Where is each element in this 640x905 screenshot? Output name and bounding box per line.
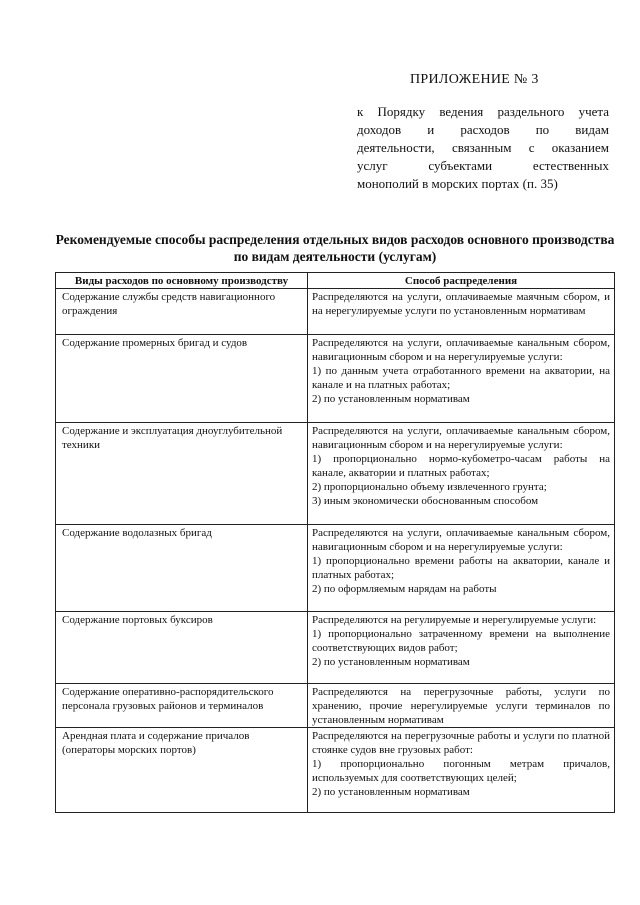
allocation-method-cell — [308, 335, 615, 423]
method-line: 1) пропорционально времени работы на акватории, канале и платных работах; — [312, 555, 610, 581]
method-line: Распределяются на регулируемые и нерегулируемые услуги: — [312, 614, 597, 626]
method-line: Распределяются на перегрузочные работы и услуги по платной стоянке судов вне грузовых работ: — [312, 730, 610, 756]
method-line: 2) по установленным нормативам — [312, 786, 470, 798]
table-header-row — [56, 273, 615, 289]
table-row — [56, 684, 615, 728]
cost-kind-cell: Содержание водолазных бригад — [56, 525, 308, 612]
method-line: 1) по данным учета отработанного времени на акватории, на канале и на платных работах; — [312, 365, 610, 391]
method-line: Распределяются на услуги, оплачиваемые маячным сбором, и на нерегулируемые услуги по установленным нормативам — [312, 291, 610, 317]
appendix-reference-line: услуг субъектами естественных — [357, 158, 609, 173]
method-line: 2) по установленным нормативам — [312, 656, 470, 668]
column-header-kind: Виды расходов по основному производству — [56, 273, 308, 289]
cost-kind-cell: Арендная плата и содержание причалов (операторы морских портов) — [56, 728, 308, 813]
appendix-reference-line: монополий в морских портах (п. 35) — [357, 176, 558, 191]
allocation-method-cell — [308, 423, 615, 525]
method-line: Распределяются на услуги, оплачиваемые канальным сбором, навигационным сбором и на нерегулируемые услуги: — [312, 425, 610, 451]
allocation-method-cell — [308, 289, 615, 335]
allocation-method-cell — [308, 728, 615, 813]
table-row — [56, 289, 615, 335]
method-line: 1) пропорционально затраченному времени на выполнение соответствующих видов работ; — [312, 628, 610, 654]
table-row — [56, 612, 615, 684]
document-heading: Рекомендуемые способы распределения отдельных видов расходов основного производства по видам деятельности (услугам) — [55, 232, 615, 264]
cost-allocation-table — [55, 272, 615, 813]
table-row — [56, 525, 615, 612]
method-line: Распределяются на услуги, оплачиваемые канальным сбором, навигационным сбором и на нерегулируемые услуги: — [312, 337, 610, 363]
cost-kind-cell: Содержание службы средств навигационного ограждения — [56, 289, 308, 335]
method-line: Распределяются на перегрузочные работы, услуги по хранению, прочие нерегулируемые услуги терминалов по установленным нормативам — [312, 686, 610, 726]
appendix-reference-line: деятельности, связанным с оказанием — [357, 140, 609, 155]
appendix-reference-line: к Порядку ведения раздельного учета — [357, 104, 609, 119]
method-line: 2) по оформляемым нарядам на работы — [312, 583, 497, 595]
allocation-method-cell — [308, 684, 615, 728]
appendix-reference-line: доходов и расходов по видам — [357, 122, 609, 137]
table-row — [56, 423, 615, 525]
table-row — [56, 335, 615, 423]
cost-kind-cell: Содержание портовых буксиров — [56, 612, 308, 684]
allocation-method-cell — [308, 525, 615, 612]
appendix-title: ПРИЛОЖЕНИЕ № 3 — [410, 72, 539, 87]
method-line: 3) иным экономически обоснованным способом — [312, 495, 539, 507]
method-line: 2) по установленным нормативам — [312, 393, 470, 405]
method-line: 2) пропорционально объему извлеченного грунта; — [312, 481, 547, 493]
cost-kind-cell: Содержание оперативно-распорядительского персонала грузовых районов и терминалов — [56, 684, 308, 728]
column-header-method: Способ распределения — [308, 273, 615, 289]
cost-kind-cell: Содержание промерных бригад и судов — [56, 335, 308, 423]
method-line: 1) пропорционально нормо-кубометро-часам работы на канале, акватории и платных работах; — [312, 453, 610, 479]
method-line: 1) пропорционально погонным метрам причалов, используемых для соответствующих целей; — [312, 758, 610, 784]
table-row — [56, 728, 615, 813]
appendix-reference — [357, 103, 609, 193]
method-line: Распределяются на услуги, оплачиваемые канальным сбором, навигационным сбором и на нерегулируемые услуги: — [312, 527, 610, 553]
cost-kind-cell: Содержание и эксплуатация дноуглубительной техники — [56, 423, 308, 525]
allocation-method-cell — [308, 612, 615, 684]
